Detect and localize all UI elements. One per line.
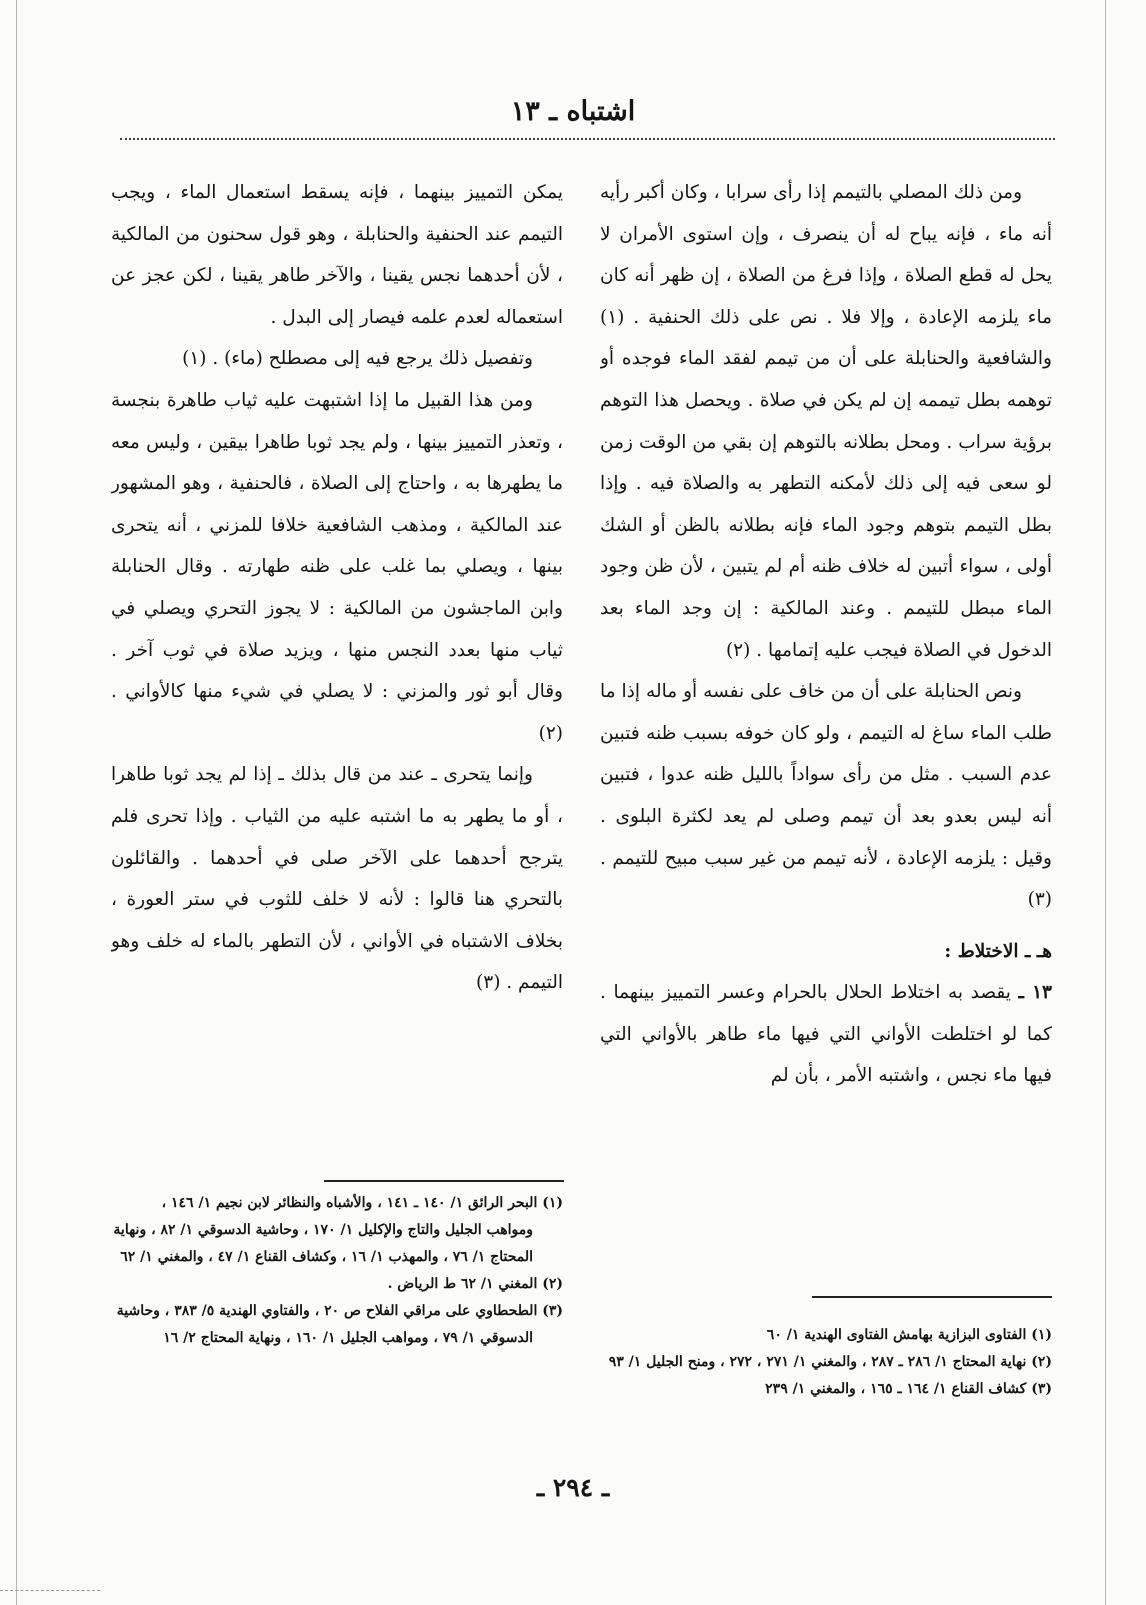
footnote: (١) الفتاوى البزازية بهامش الفتاوى الهندية ١/ ٦٠ (766, 1327, 1052, 1343)
footnote-separator-left (324, 1180, 564, 1182)
scan-corner-mark (0, 1590, 100, 1591)
paragraph: ومن ذلك المصلي بالتيمم إذا رأى سرابا ، وكان أكبر رأيه أنه ماء ، فإنه يباح له أن ينصرف ، وإن استوى الأمران لا يحل له قطع الصلاة ، وإذا فرغ من الصلاة ، إن ظهر أنه كان ماء يلزمه الإعادة ، وإلا فلا . نص على ذلك الحنفية . (١) والشافعية والحنابلة على أن من تيمم لفقد الماء فوجده أو توهمه بطل تيممه إن لم يكن في صلاة . ويحصل هذا التوهم برؤية سراب . ومحل بطلانه بالتوهم إن بقي من الوقت زمن لو سعى فيه إلى ذلك لأمكنه التطهر به والصلاة فيه . وإذا بطل التيمم بتوهم وجود الماء فإنه بطلانه بالظن أو الشك أولى ، سواء أتبين له خلاف ظنه أم لم يتبين ، لأن ظن وجود الماء مبطل للتيمم . وعند المالكية : إن وجد الماء بعد الدخول في الصلاة فيجب عليه إتمامها . (٢) (600, 182, 1052, 661)
paragraph: وإنما يتحرى ـ عند من قال بذلك ـ إذا لم يجد ثوبا طاهرا ، أو ما يطهر به ما اشتبه عليه من الثياب . وإذا تحرى فلم يترجح أحدهما على الآخر صلى في أحدهما . والقائلون بالتحري هنا قالوا : لأنه لا خلف للثوب في ستر العورة ، بخلاف الاشتباه في الأواني ، لأن التطهر بالماء له خلف وهو التيمم . (٣) (111, 764, 563, 994)
header-dotted-rule (120, 138, 1055, 140)
paragraph: يمكن التمييز بينهما ، فإنه يسقط استعمال الماء ، ويجب التيمم عند الحنفية والحنابلة ، وهو قول سحنون من المالكية ، لأن أحدهما نجس يقينا ، والآخر طاهر يقينا ، لكن عجز عن استعماله لعدم علمه فيصار إلى البدل . (111, 182, 563, 328)
footnotes-right (600, 1322, 1052, 1403)
footnote: (١) البحر الرائق ١/ ١٤٠ ـ ١٤١ ، والأشباه والنظائر لابن نجيم ١/ ١٤٦ ، ومواهب الجليل والتاج والإكليل ١/ ١٧٠ ، وحاشية الدسوقي ١/ ٨٢ ، ونهاية المحتاج ١/ ٧٦ ، والمهذب ١/ ١٦ ، وكشاف القناع ١/ ٤٧ ، والمغني ١/ ٦٢ (113, 1195, 563, 1265)
page-number: ـ ٢٩٤ ـ (536, 1473, 610, 1502)
footnote: (٢) نهاية المحتاج ١/ ٢٨٦ ـ ٢٨٧ ، والمغني ١/ ٢٧١ ، ٢٧٢ ، ومنح الجليل ١/ ٩٣ (608, 1354, 1052, 1370)
right-text-column (600, 172, 1052, 1142)
paragraph-number: ١٣ ـ (1018, 982, 1052, 1004)
paragraph: وتفصيل ذلك يرجع فيه إلى مصطلح (ماء) . (١) (182, 348, 533, 370)
paragraph: ومن هذا القبيل ما إذا اشتبهت عليه ثياب طاهرة بنجسة ، وتعذر التمييز بينها ، ولم يجد ثوبا طاهرا بيقين ، وليس معه ما يطهرها به ، واحتاج إلى الصلاة ، فالحنفية ، وهو المشهور عند المالكية ، ومذهب الشافعية خلافا للمزني ، أنه يتحرى بينها ، ويصلي بما غلب على ظنه طهارته . وقال الحنابلة وابن الماجشون من المالكية : لا يجوز التحري ويصلي في ثياب منها بعدد النجس منها ، ويزيد صلاة في ثوب آخر . وقال أبو ثور والمزني : لا يصلي في شيء منها كالأواني . (٢) (111, 389, 563, 744)
paragraph-text: يقصد به اختلاط الحلال بالحرام وعسر التمييز بينهما . كما لو اختلطت الأواني التي فيها ماء طاهر بالأواني التي فيها ماء نجس ، واشتبه الأمر ، بأن لم (600, 982, 1052, 1087)
footnote: (٣) كشاف القناع ١/ ١٦٤ ـ ١٦٥ ، والمغني ١/ ٢٣٩ (765, 1381, 1052, 1397)
footnote-separator-right (812, 1296, 1052, 1298)
scan-margin-line-right (1105, 0, 1106, 1605)
left-text-column (111, 172, 563, 1142)
footnotes-left (111, 1190, 563, 1352)
numbered-paragraph (600, 972, 1052, 1097)
footnote: (٣) الطحطاوي على مراقي الفلاح ص ٢٠ ، والفتاوي الهندية ٥/ ٣٨٣ ، وحاشية الدسوقي ١/ ٧٩ ، ومواهب الجليل ١/ ١٦٠ ، ونهاية المحتاج ٢/ ١٦ (116, 1303, 563, 1346)
paragraph: ونص الحنابلة على أن من خاف على نفسه أو ماله إذا ما طلب الماء ساغ له التيمم ، ولو كان خوفه بسبب ظنه فتبين عدم السبب . مثل من رأى سواداً بالليل ظنه عدوا ، فتبين أنه ليس بعدو بعد أن تيمم وصلى لم يعد لكثرة البلوى . وقيل : يلزمه الإعادة ، لأنه تيمم من غير سبب مبيح للتيمم . (٣) (600, 681, 1052, 911)
running-header: اشتباه ـ ١٣ (510, 96, 636, 127)
scan-margin-line-left (16, 0, 17, 1605)
section-heading: هـ ـ الاختلاط : (944, 940, 1052, 962)
footnote: (٢) المغني ١/ ٦٢ ط الرياض . (387, 1276, 563, 1292)
